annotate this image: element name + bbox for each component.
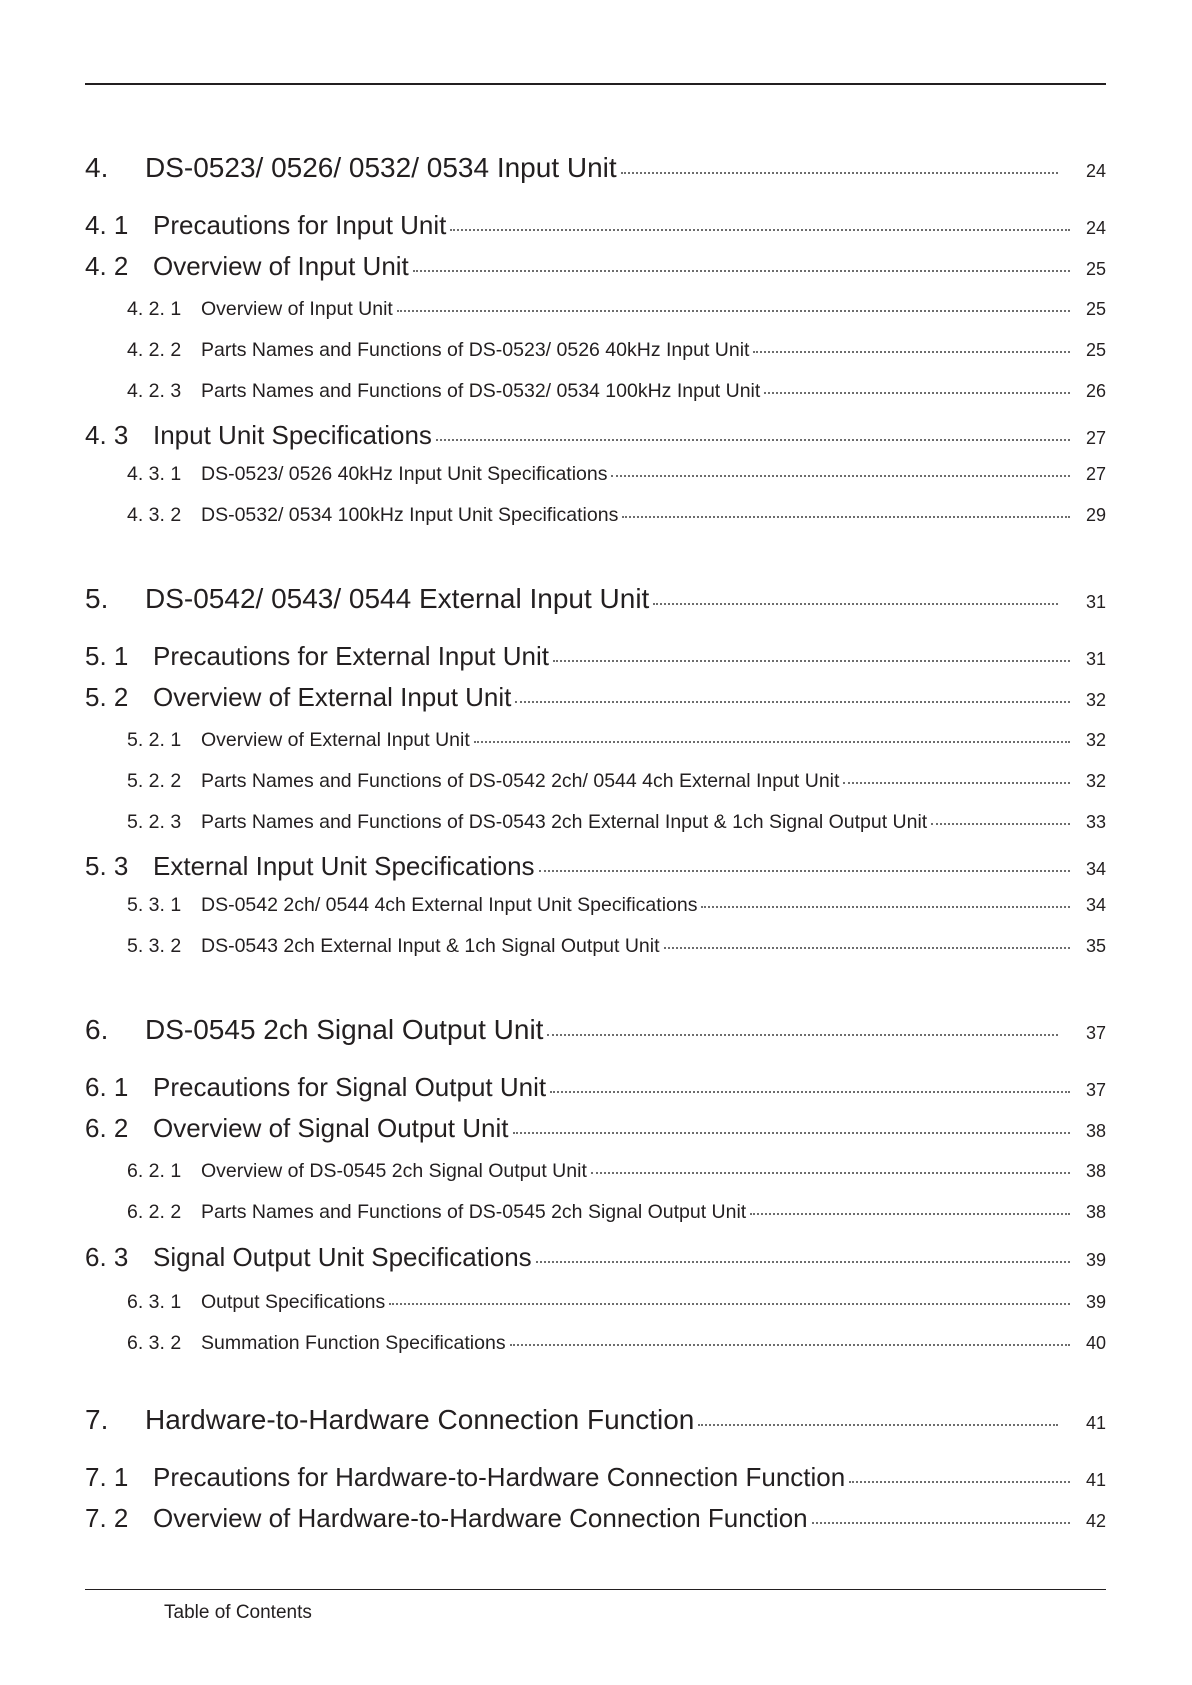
- toc-entry-page-number: 37: [1085, 1080, 1106, 1100]
- toc-entry-subsection[interactable]: [127, 380, 1106, 403]
- toc-entry-number: 6. 2. 1: [127, 1160, 182, 1182]
- toc-entry-number: 5. 3. 2: [127, 935, 182, 957]
- toc-entry-subsection[interactable]: [127, 811, 1106, 834]
- toc-entry-subsection[interactable]: [127, 298, 1106, 321]
- toc-entry-subsection[interactable]: [127, 504, 1106, 527]
- toc-entry-number: 6.: [85, 1014, 109, 1045]
- toc-entry-page-number: 35: [1085, 936, 1106, 956]
- toc-entry-number: 5. 2. 2: [127, 770, 182, 792]
- toc-entry-title: DS‐0523/ 0526/ 0532/ 0534 Input Unit: [145, 152, 617, 183]
- toc-entry-number: 4.: [85, 152, 109, 183]
- toc-entry-number: 4. 1: [85, 210, 129, 240]
- toc-entry-number: 5. 2: [85, 682, 129, 712]
- dot-leader: [474, 740, 1070, 743]
- toc-entry-title: Overview of Signal Output Unit: [153, 1113, 509, 1143]
- toc-entry-page-number: 33: [1085, 812, 1106, 832]
- toc-entry-page-number: 42: [1085, 1511, 1106, 1531]
- toc-entry-number: 5. 3: [85, 851, 129, 881]
- toc-entry-title: Overview of DS‐0545 2ch Signal Output Unit: [201, 1160, 587, 1182]
- toc-entry-number: 6. 2. 2: [127, 1201, 182, 1223]
- toc-entry-subsection[interactable]: [127, 339, 1106, 362]
- toc-entry-title: Parts Names and Functions of DS‐0543 2ch External Input & 1ch Signal Output Unit: [201, 811, 928, 833]
- dot-leader: [843, 781, 1070, 784]
- toc-entry-page-number: 31: [1085, 649, 1106, 669]
- toc-entry-title: Precautions for Input Unit: [153, 210, 447, 240]
- dot-leader: [812, 1521, 1070, 1524]
- toc-entry-page-number: 25: [1085, 340, 1106, 360]
- toc-entry-number: 4. 3: [85, 420, 129, 450]
- toc-entry-title: Output Specifications: [201, 1291, 386, 1313]
- toc-entry-title: DS‐0532/ 0534 100kHz Input Unit Specifications: [201, 504, 619, 526]
- toc-entry-number: 7.: [85, 1404, 109, 1435]
- toc-entry-page-number: 32: [1085, 730, 1106, 750]
- toc-entry-title: Parts Names and Functions of DS‐0523/ 0526 40kHz Input Unit: [201, 339, 750, 361]
- dot-leader: [591, 1171, 1070, 1174]
- toc-entry-number: 4. 2: [85, 251, 129, 281]
- dot-leader: [653, 602, 1058, 605]
- toc-entry-page-number: 41: [1085, 1470, 1106, 1490]
- toc-entry-page-number: 27: [1085, 464, 1106, 484]
- toc-entry-number: 7. 2: [85, 1503, 129, 1533]
- dot-leader: [513, 1131, 1071, 1134]
- toc-entry-chapter[interactable]: [85, 1404, 1106, 1436]
- toc-entry-title: Hardware‐to‐Hardware Connection Function: [145, 1404, 695, 1435]
- toc-entry-page-number: 27: [1085, 428, 1106, 448]
- dot-leader: [389, 1302, 1070, 1305]
- toc-entry-title: DS‐0523/ 0526 40kHz Input Unit Specifications: [201, 463, 608, 485]
- toc-entry-subsection[interactable]: [127, 1160, 1106, 1183]
- dot-leader: [764, 391, 1070, 394]
- toc-entry-number: 5. 3. 1: [127, 894, 182, 916]
- toc-entry-section[interactable]: [85, 682, 1106, 713]
- toc-entry-section[interactable]: [85, 1113, 1106, 1144]
- toc-entry-title: External Input Unit Specifications: [153, 851, 535, 881]
- dot-leader: [621, 171, 1058, 174]
- toc-entry-number: 6. 3. 1: [127, 1291, 182, 1313]
- toc-entry-title: DS‐0542/ 0543/ 0544 External Input Unit: [145, 583, 650, 614]
- toc-entry-number: 4. 3. 2: [127, 504, 182, 526]
- toc-entry-section[interactable]: [85, 420, 1106, 451]
- toc-entry-section[interactable]: [85, 1503, 1106, 1534]
- toc-entry-title: Precautions for Hardware‐to‐Hardware Connection Function: [153, 1462, 846, 1492]
- dot-leader: [553, 659, 1070, 662]
- toc-entry-page-number: 34: [1085, 859, 1106, 879]
- toc-entry-title: DS‐0543 2ch External Input & 1ch Signal Output Unit: [201, 935, 660, 957]
- toc-entry-title: DS‐0542 2ch/ 0544 4ch External Input Unit Specifications: [201, 894, 698, 916]
- toc-entry-subsection[interactable]: [127, 770, 1106, 793]
- toc-entry-title: Overview of Input Unit: [201, 298, 393, 320]
- toc-entry-page-number: 25: [1085, 299, 1106, 319]
- toc-entry-title: Overview of Hardware‐to‐Hardware Connection Function: [153, 1503, 808, 1533]
- dot-leader: [436, 438, 1070, 441]
- toc-entry-page-number: 38: [1085, 1121, 1106, 1141]
- dot-leader: [753, 350, 1070, 353]
- toc-entry-section[interactable]: [85, 251, 1106, 282]
- toc-entry-page-number: 24: [1085, 218, 1106, 238]
- toc-entry-section[interactable]: [85, 1072, 1106, 1103]
- toc-entry-title: Overview of External Input Unit: [201, 729, 470, 751]
- dot-leader: [397, 309, 1070, 312]
- toc-entry-title: Parts Names and Functions of DS‐0542 2ch/ 0544 4ch External Input Unit: [201, 770, 840, 792]
- toc-entry-subsection[interactable]: [127, 1201, 1106, 1224]
- toc-entry-section[interactable]: [85, 641, 1106, 672]
- toc-entry-subsection[interactable]: [127, 1291, 1106, 1314]
- toc-entry-title: Parts Names and Functions of DS‐0545 2ch Signal Output Unit: [201, 1201, 747, 1223]
- toc-entry-number: 4. 2. 2: [127, 339, 182, 361]
- toc-entry-title: Signal Output Unit Specifications: [153, 1242, 532, 1272]
- toc-entry-page-number: 25: [1085, 259, 1106, 279]
- dot-leader: [450, 228, 1070, 231]
- toc-entry-subsection[interactable]: [127, 935, 1106, 958]
- dot-leader: [550, 1090, 1070, 1093]
- toc-entry-page-number: 31: [1085, 592, 1106, 612]
- dot-leader: [536, 1260, 1070, 1263]
- toc-entry-number: 4. 2. 3: [127, 380, 182, 402]
- dot-leader: [931, 822, 1070, 825]
- dot-leader: [539, 869, 1070, 872]
- toc-entry-title: DS‐0545 2ch Signal Output Unit: [145, 1014, 544, 1045]
- toc-entry-number: 4. 2. 1: [127, 298, 182, 320]
- toc-entry-number: 4. 3. 1: [127, 463, 182, 485]
- dot-leader: [698, 1423, 1058, 1426]
- dot-leader: [413, 269, 1070, 272]
- toc-entry-subsection[interactable]: [127, 894, 1106, 917]
- toc-entry-page-number: 24: [1085, 161, 1106, 181]
- toc-entry-chapter[interactable]: [85, 583, 1106, 615]
- footer-rule: [85, 1589, 1106, 1590]
- toc-entry-page-number: 41: [1085, 1413, 1106, 1433]
- toc-entry-page-number: 39: [1085, 1250, 1106, 1270]
- toc-entry-subsection[interactable]: [127, 463, 1106, 486]
- toc-entry-title: Precautions for Signal Output Unit: [153, 1072, 547, 1102]
- toc-entry-subsection[interactable]: [127, 729, 1106, 752]
- toc-entry-page-number: 38: [1085, 1161, 1106, 1181]
- footer-label: Table of Contents: [164, 1602, 312, 1623]
- toc-entry-number: 7. 1: [85, 1462, 129, 1492]
- toc-entry-number: 6. 3. 2: [127, 1332, 182, 1354]
- dot-leader: [622, 515, 1070, 518]
- toc-entry-chapter[interactable]: [85, 152, 1106, 184]
- toc-entry-section[interactable]: [85, 1242, 1106, 1273]
- dot-leader: [750, 1212, 1070, 1215]
- dot-leader: [515, 700, 1070, 703]
- toc-entry-page-number: 32: [1085, 771, 1106, 791]
- toc-entry-number: 5. 2. 3: [127, 811, 182, 833]
- dot-leader: [664, 946, 1070, 949]
- toc-entry-title: Summation Function Specifications: [201, 1332, 506, 1354]
- toc-entry-page-number: 34: [1085, 895, 1106, 915]
- dot-leader: [849, 1480, 1070, 1483]
- toc-entry-page-number: 26: [1085, 381, 1106, 401]
- toc-entry-page-number: 38: [1085, 1202, 1106, 1222]
- toc-entry-page-number: 32: [1085, 690, 1106, 710]
- toc-entry-number: 6. 3: [85, 1242, 129, 1272]
- toc-entry-page-number: 29: [1085, 505, 1106, 525]
- dot-leader: [510, 1343, 1070, 1346]
- toc-entry-subsection[interactable]: [127, 1332, 1106, 1355]
- toc-entry-section[interactable]: [85, 210, 1106, 241]
- toc-entry-title: Precautions for External Input Unit: [153, 641, 549, 671]
- toc-entry-title: Input Unit Specifications: [153, 420, 432, 450]
- toc-entry-page-number: 40: [1085, 1333, 1106, 1353]
- toc-entry-number: 5. 1: [85, 641, 129, 671]
- toc-entry-title: Parts Names and Functions of DS‐0532/ 0534 100kHz Input Unit: [201, 380, 761, 402]
- toc-entry-section[interactable]: [85, 1462, 1106, 1493]
- toc-entry-chapter[interactable]: [85, 1014, 1106, 1046]
- toc-entry-title: Overview of External Input Unit: [153, 682, 512, 712]
- toc-entry-page-number: 37: [1085, 1023, 1106, 1043]
- toc-entry-title: Overview of Input Unit: [153, 251, 409, 281]
- toc-entry-section[interactable]: [85, 851, 1106, 882]
- dot-leader: [701, 905, 1070, 908]
- toc-entry-number: 5.: [85, 583, 109, 614]
- toc-entry-number: 5. 2. 1: [127, 729, 182, 751]
- dot-leader: [611, 474, 1070, 477]
- toc-entry-page-number: 39: [1085, 1292, 1106, 1312]
- dot-leader: [547, 1033, 1058, 1036]
- toc-entry-number: 6. 2: [85, 1113, 129, 1143]
- toc-entry-number: 6. 1: [85, 1072, 129, 1102]
